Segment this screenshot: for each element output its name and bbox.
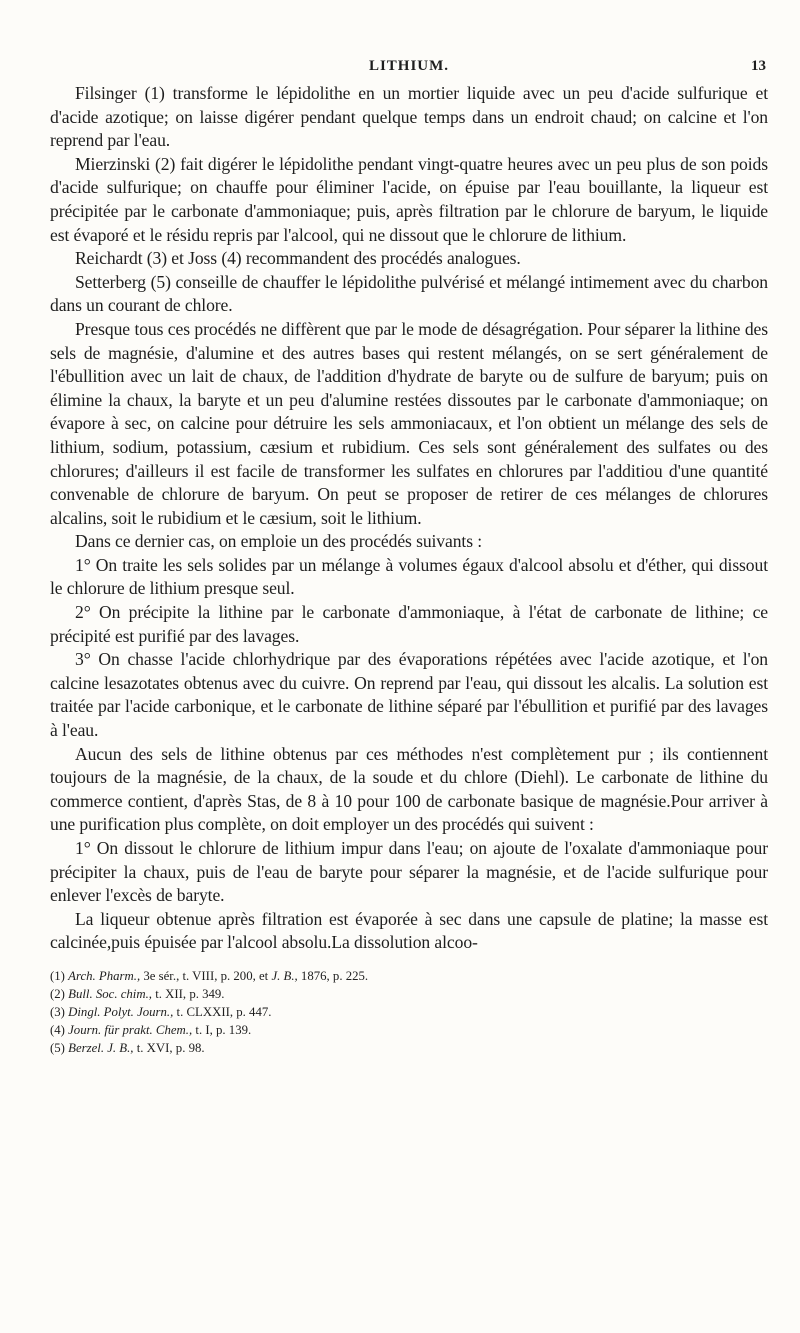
paragraph: 1° On traite les sels solides par un mélange à volumes égaux d'alcool absolu et d'éther, qui dissout le chlorure de lithium presque seul.	[50, 554, 768, 599]
footnote-detail: t. XVI, p. 98.	[133, 1040, 205, 1055]
paragraph: Dans ce dernier cas, on emploie un des procédés suivants :	[75, 531, 483, 552]
footnote-number: (1)	[50, 968, 65, 983]
paragraph: Reichardt (3) et Joss (4) recommandent des procédés analogues.	[75, 248, 521, 269]
footnote-source: Journ. für prakt. Chem.,	[68, 1022, 193, 1037]
footnote-number: (3)	[50, 1004, 65, 1019]
running-title: LITHIUM.	[368, 58, 450, 74]
footnote-detail: 3e sér., t. VIII, p. 200, et	[140, 968, 272, 983]
footnote-number: (5)	[50, 1040, 65, 1055]
paragraph: 2° On précipite la lithine par le carbonate d'ammoniaque, à l'état de carbonate de lithine; ce précipité est purifié par des lavages.	[50, 602, 768, 646]
paragraph: Mierzinski (2) fait digérer le lépidolithe pendant vingt-quatre heures avec un peu plus de son poids d'acide sulfurique; on chauffe pour éliminer l'acide, on épuise par l'eau bouillante, la liqueur est précipitée par le carbonate d'ammoniaque; puis, après filtration par le chlorure de baryum, le liquide est évaporé et le résidu repris par l'alcool, qui ne dissout que le chlorure de lithium.	[50, 153, 768, 245]
footnote-detail: t. XII, p. 349.	[152, 986, 225, 1001]
paragraph: La liqueur obtenue après filtration est évaporée à sec dans une capsule de platine; la masse est calcinée,puis épuisée par l'alcool absolu.La dissolution alcoo-	[50, 908, 768, 953]
paragraph: 3° On chasse l'acide chlorhydrique par des évaporations répétées avec l'acide azotique, et l'on calcine lesazotates obtenus avec du cuivre. On reprend par l'eau, qui dissout les alcalis. La solution est traitée par l'acide carbonique, et le carbonate de lithine séparé par l'ébullition et purifié par des lavages à l'eau.	[50, 649, 768, 741]
footnote-source: J. B.,	[271, 968, 298, 983]
footnote	[50, 985, 768, 1003]
footnote-number: (4)	[50, 1022, 65, 1037]
footnote-number: (2)	[50, 986, 65, 1001]
page-number: 13	[751, 58, 766, 74]
paragraph: Presque tous ces procédés ne diffèrent que par le mode de désagrégation. Pour séparer la lithine des sels de magnésie, d'alumine et des autres bases qui restent mélangés, on se sert généralement de l'ébullition avec un lait de chaux, de l'addition d'hydrate de baryte ou de sulfure de baryum; puis on élimine la chaux, la baryte et un peu d'alumine restées dissoutes par le carbonate d'ammoniaque; on évapore à sec, on calcine pour détruire les sels ammoniacaux, et l'on obtient un mélange des sels de lithium, sodium, potassium, cæsium et rubidium. Ces sels sont généralement des sulfates ou des chlorures; d'ailleurs il est facile de transformer les sulfates en chlorures par l'additiou d'une quantité convenable de chlorure de baryum. On peut se proposer de retirer de ces mélanges de chlorures alcalins, soit le rubidium et le cæsium, soit le lithium.	[50, 318, 768, 528]
footnote-detail: t. I, p. 139.	[192, 1022, 252, 1037]
paragraph: Setterberg (5) conseille de chauffer le lépidolithe pulvérisé et mélangé intimement avec du charbon dans un courant de chlore.	[50, 271, 768, 316]
footnote	[50, 1003, 768, 1021]
footnote	[50, 967, 768, 985]
body-text	[50, 82, 768, 955]
footnote-source: Dingl. Polyt. Journ.,	[68, 1004, 174, 1019]
footnote-source: Berzel. J. B.,	[68, 1040, 134, 1055]
footnote-detail: t. CLXXII, p. 447.	[173, 1004, 272, 1019]
paragraph: 1° On dissout le chlorure de lithium impur dans l'eau; on ajoute de l'oxalate d'ammoniaque pour précipiter la chaux, puis de l'eau de baryte pour séparer la magnésie, et de l'acide sulfurique pour enlever l'excès de baryte.	[50, 838, 768, 906]
footnote	[50, 1021, 768, 1039]
footnote	[50, 1039, 768, 1057]
footnote-detail: 1876, p. 225.	[297, 968, 369, 983]
footnotes	[50, 967, 768, 1057]
paragraph: Filsinger (1) transforme le lépidolithe en un mortier liquide avec un peu d'acide sulfurique et d'acide azotique; on laisse digérer pendant quelque temps dans un endroit chaud; on calcine et l'on reprend par l'eau.	[50, 83, 768, 151]
footnote-source: Arch. Pharm.,	[68, 968, 141, 983]
footnote-source: Bull. Soc. chim.,	[68, 986, 152, 1001]
page-header	[50, 58, 768, 82]
paragraph: Aucun des sels de lithine obtenus par ces méthodes n'est complètement pur ; ils contiennent toujours de la magnésie, de la chaux, de la soude et du chlore (Diehl). Le carbonate de lithine du commerce contient, d'après Stas, de 8 à 10 pour 100 de carbonate basique de magnésie.Pour arriver à une purification plus complète, on doit employer un des procédés qui suivent :	[50, 743, 768, 835]
